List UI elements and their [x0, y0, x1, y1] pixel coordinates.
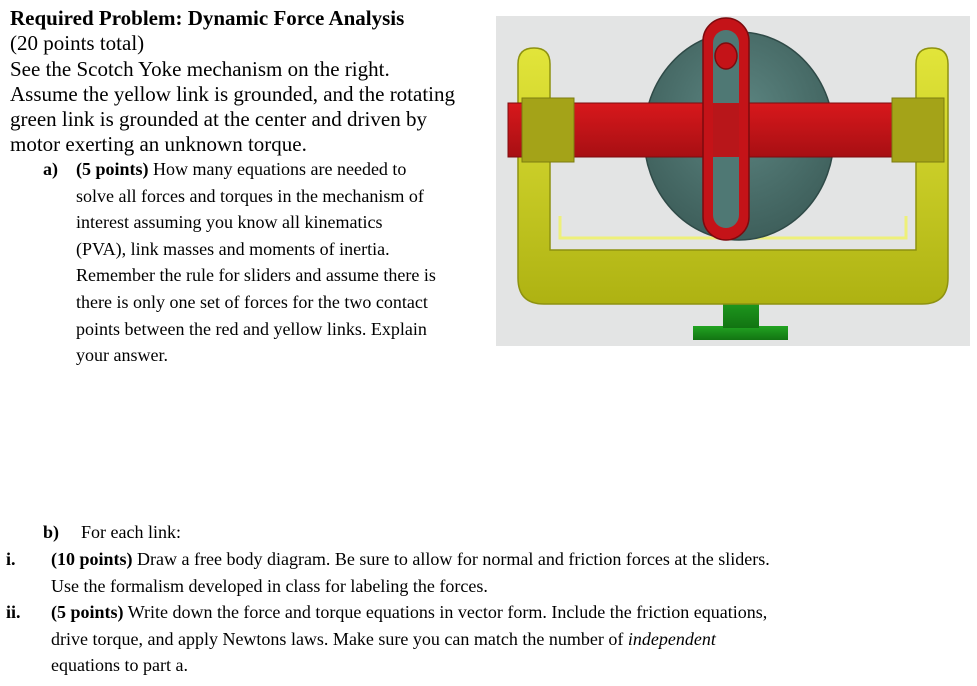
- part-b-text: For each link:: [81, 522, 181, 542]
- intro-line: See the Scotch Yoke mechanism on the right.: [10, 56, 390, 81]
- part-a-line-text: How many equations are needed to: [148, 159, 407, 179]
- part-a-line: interest assuming you know all kinematics: [76, 212, 383, 233]
- intro-line: Assume the yellow link is grounded, and the rotating: [10, 81, 456, 106]
- part-b-item-ii: [6, 599, 767, 679]
- part-a-body: [76, 156, 493, 369]
- item-ii-marker: ii.: [6, 602, 21, 622]
- item-ii-line: [51, 626, 767, 653]
- item-ii-emphasis: independent: [627, 628, 716, 649]
- part-b-marker: b): [43, 522, 60, 542]
- part-a-line: Remember the rule for sliders and assume there is: [76, 265, 436, 286]
- part-a-points: (5 points): [76, 159, 149, 179]
- part-b-item-i: [6, 546, 770, 599]
- problem-intro: [10, 6, 490, 158]
- item-ii-line: [51, 599, 767, 626]
- part-a-line: (PVA), link masses and moments of inertia.: [76, 238, 390, 259]
- part-a-line: there is only one set of forces for the two contact: [76, 291, 428, 312]
- slider-block-left: [522, 98, 574, 162]
- item-i-line-text: Draw a free body diagram. Be sure to allow for normal and friction forces at the sliders.: [132, 549, 770, 569]
- part-a-line: points between the red and yellow links. Explain: [76, 318, 427, 339]
- problem-title: Required Problem: Dynamic Force Analysis: [10, 6, 405, 30]
- item-i-line: Use the formalism developed in class for labeling the forces.: [51, 575, 488, 596]
- part-b: [43, 519, 181, 546]
- part-a-marker: a): [43, 159, 58, 179]
- slider-block-right: [892, 98, 944, 162]
- crank-pin: [715, 43, 737, 69]
- part-a-line: solve all forces and torques in the mechanism of: [76, 185, 424, 206]
- item-i-body: [51, 546, 770, 599]
- problem-points: (20 points total): [10, 31, 145, 56]
- item-i-line: [51, 546, 770, 573]
- ground-base: [693, 326, 788, 340]
- part-a-line: your answer.: [76, 345, 168, 366]
- item-ii-line-text: drive torque, and apply Newtons laws. Make sure you can match the number of: [51, 628, 628, 649]
- part-a-line: [76, 156, 493, 183]
- item-ii-line-text: Write down the force and torque equations in vector form. Include the friction equations,: [123, 602, 768, 622]
- item-i-marker: i.: [6, 549, 16, 569]
- slot-crossbar: [713, 103, 739, 157]
- scotch-yoke-illustration: [496, 16, 970, 346]
- item-i-points: (10 points): [51, 549, 133, 569]
- item-ii-line: equations to part a.: [51, 655, 188, 676]
- item-ii-points: (5 points): [51, 602, 124, 622]
- intro-line: motor exerting an unknown torque.: [10, 132, 307, 157]
- part-a: [43, 156, 493, 369]
- intro-line: green link is grounded at the center and driven by: [10, 107, 427, 132]
- scotch-yoke-figure: [496, 16, 970, 346]
- item-ii-body: [51, 599, 767, 679]
